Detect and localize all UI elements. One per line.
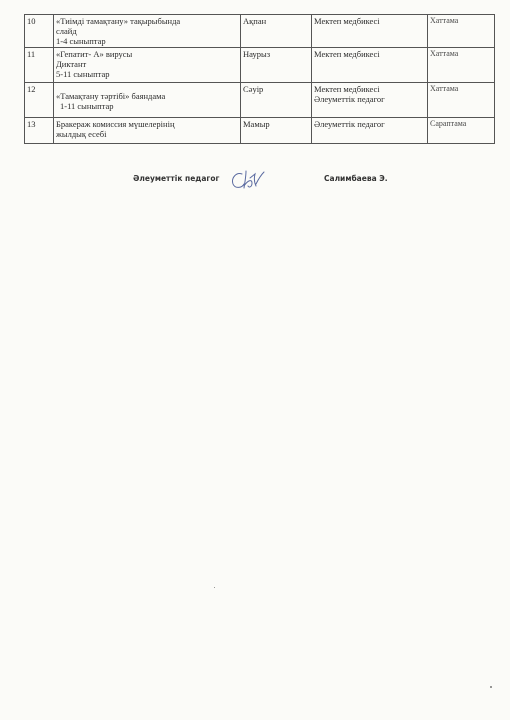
event-topic-cell <box>54 83 241 118</box>
responsible-person: Әлеуметтік педагог <box>314 119 385 129</box>
table-row <box>25 83 495 118</box>
event-month: Сәуір <box>241 83 312 118</box>
responsible-cell <box>312 48 428 83</box>
scan-speck <box>214 587 215 588</box>
scan-speck <box>490 686 492 688</box>
plan-table <box>24 14 495 144</box>
event-topic-line: «Гепатит- А» вирусы <box>56 49 133 59</box>
row-number: 13 <box>25 118 54 144</box>
table-row <box>25 15 495 48</box>
event-topic-line: Бракераж комиссия мүшелерінің <box>56 119 175 129</box>
table-row <box>25 118 495 144</box>
responsible-cell <box>312 83 428 118</box>
handwritten-signature <box>228 166 268 194</box>
responsible-cell <box>312 15 428 48</box>
report-form: Сараптама <box>428 118 495 144</box>
responsible-person: Мектеп медбикесі <box>314 49 380 59</box>
report-form: Хаттама <box>428 48 495 83</box>
event-topic-line: «Тиімді тамақтану» тақырыбында <box>56 16 181 26</box>
report-form: Хаттама <box>428 15 495 48</box>
report-form: Хаттама <box>428 83 495 118</box>
event-topic-line: 1-4 сыныптар <box>56 36 106 46</box>
event-topic-line: 5-11 сыныптар <box>56 69 110 79</box>
row-number: 10 <box>25 15 54 48</box>
event-topic-line: Диктант <box>56 59 87 69</box>
row-number: 12 <box>25 83 54 118</box>
signatory-role: Әлеуметтік педагог <box>133 174 220 183</box>
responsible-cell <box>312 118 428 144</box>
event-topic-cell <box>54 118 241 144</box>
event-topic-line: «Тамақтану тәртібі» баяндама <box>56 91 166 101</box>
responsible-person: Әлеуметтік педагог <box>314 94 385 104</box>
event-topic-line: 1-11 сыныптар <box>60 101 114 111</box>
responsible-person: Мектеп медбикесі <box>314 84 380 94</box>
row-number: 11 <box>25 48 54 83</box>
signatory-name: Салимбаева Э. <box>324 174 388 183</box>
event-topic-cell <box>54 15 241 48</box>
event-topic-line: слайд <box>56 26 77 36</box>
event-month: Ақпан <box>241 15 312 48</box>
event-month: Мамыр <box>241 118 312 144</box>
event-month: Наурыз <box>241 48 312 83</box>
responsible-person: Мектеп медбикесі <box>314 16 380 26</box>
event-topic-line: жылдық есебі <box>56 129 107 139</box>
table-row <box>25 48 495 83</box>
event-topic-cell <box>54 48 241 83</box>
